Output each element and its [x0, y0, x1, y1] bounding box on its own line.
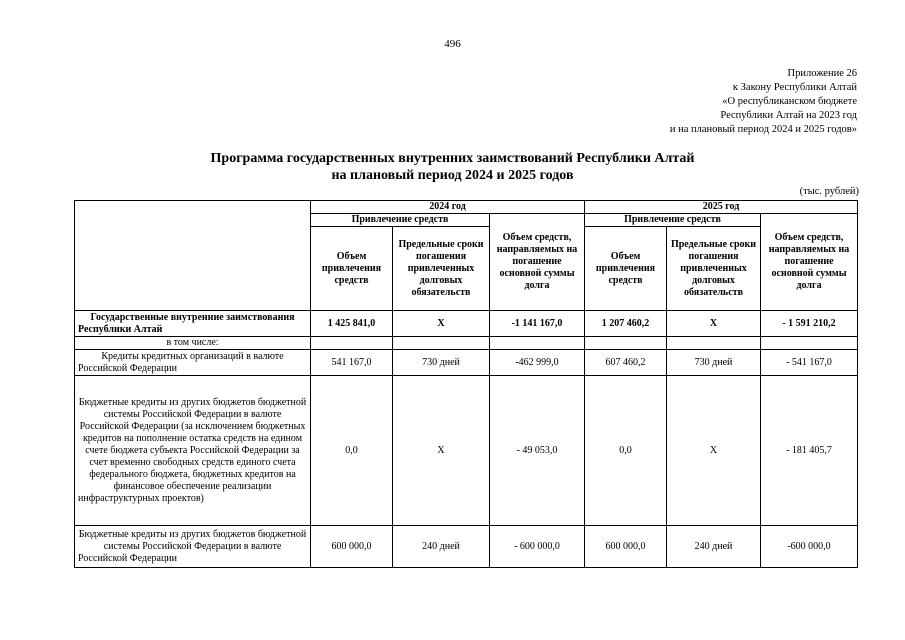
page-number: 496 — [444, 38, 461, 50]
header-empty-cell — [75, 201, 311, 311]
cell-terms-2024: 730 дней — [393, 350, 490, 376]
cell-terms-2025: Х — [667, 376, 761, 526]
repay-header-2024: Объем средств, направляемых на погашение основной суммы долга — [490, 214, 585, 311]
cell-volume-2025: 1 207 460,2 — [585, 311, 667, 337]
terms-header-2025: Предельные сроки погашения привлеченных долговых обязательств — [667, 227, 761, 311]
cell-volume-2024: 541 167,0 — [311, 350, 393, 376]
repay-header-2025: Объем средств, направляемых на погашение основной суммы долга — [761, 214, 858, 311]
cell-terms-2025: 730 дней — [667, 350, 761, 376]
cell-terms-2024: 240 дней — [393, 526, 490, 568]
appendix-line: и на плановый период 2024 и 2025 годов» — [669, 124, 857, 135]
cell-volume-2024: 1 425 841,0 — [311, 311, 393, 337]
cell-repay-2024: - 600 000,0 — [490, 526, 585, 568]
year-2025-header: 2025 год — [585, 201, 858, 214]
table-row — [75, 350, 858, 376]
appendix-line: Приложение 26 — [787, 68, 857, 79]
row-label: Государственные внутренние заимствования Республики Алтай — [75, 311, 311, 337]
cell-volume-2025: 600 000,0 — [585, 526, 667, 568]
cell-volume-2025: 0,0 — [585, 376, 667, 526]
row-label: в том числе: — [75, 337, 311, 350]
terms-header-2024: Предельные сроки погашения привлеченных долговых обязательств — [393, 227, 490, 311]
appendix-line: Республики Алтай на 2023 год — [720, 110, 857, 121]
appendix-header — [670, 67, 857, 137]
borrowing-program-table — [74, 200, 858, 568]
empty-cell — [490, 337, 585, 350]
row-label: Бюджетные кредиты из других бюджетов бюджетной системы Российской Федерации в валюте Российской Федерации — [75, 526, 311, 568]
cell-volume-2024: 600 000,0 — [311, 526, 393, 568]
year-2024-header: 2024 год — [311, 201, 585, 214]
table-row — [75, 526, 858, 568]
cell-repay-2025: - 1 591 210,2 — [761, 311, 858, 337]
cell-volume-2024: 0,0 — [311, 376, 393, 526]
empty-cell — [761, 337, 858, 350]
title-line: на плановый период 2024 и 2025 годов — [331, 168, 574, 183]
raising-header-2024: Привлечение средств — [311, 214, 490, 227]
cell-repay-2025: - 181 405,7 — [761, 376, 858, 526]
cell-repay-2025: - 541 167,0 — [761, 350, 858, 376]
empty-cell — [311, 337, 393, 350]
empty-cell — [667, 337, 761, 350]
cell-repay-2024: -462 999,0 — [490, 350, 585, 376]
appendix-line: к Закону Республики Алтай — [732, 82, 857, 93]
empty-cell — [585, 337, 667, 350]
volume-header-2024: Объем привлечения средств — [311, 227, 393, 311]
title-line: Программа государственных внутренних заимствований Республики Алтай — [210, 151, 695, 166]
cell-volume-2025: 607 460,2 — [585, 350, 667, 376]
cell-repay-2024: - 49 053,0 — [490, 376, 585, 526]
table-row — [75, 337, 858, 350]
cell-repay-2025: -600 000,0 — [761, 526, 858, 568]
table-row — [75, 311, 858, 337]
table-row — [75, 376, 858, 526]
cell-terms-2024: Х — [393, 376, 490, 526]
cell-terms-2024: Х — [393, 311, 490, 337]
volume-header-2025: Объем привлечения средств — [585, 227, 667, 311]
row-label: Бюджетные кредиты из других бюджетов бюджетной системы Российской Федерации в валюте Российской Федерации (за исключением бюджетных кредитов на пополнение остатка средств на едином счете бюджета субъекта Российской Федерации за счет временно свободных средств единого счета федерального бюджета, бюджетных кредитов на финансовое обеспечение реализации инфраструктурных проектов) — [75, 376, 311, 526]
cell-repay-2024: -1 141 167,0 — [490, 311, 585, 337]
cell-terms-2025: Х — [667, 311, 761, 337]
units-label: (тыс. рублей) — [799, 186, 859, 197]
empty-cell — [393, 337, 490, 350]
cell-terms-2025: 240 дней — [667, 526, 761, 568]
row-label: Кредиты кредитных организаций в валюте Российской Федерации — [75, 350, 311, 376]
document-title — [0, 150, 905, 184]
appendix-line: «О республиканском бюджете — [722, 96, 857, 107]
raising-header-2025: Привлечение средств — [585, 214, 761, 227]
